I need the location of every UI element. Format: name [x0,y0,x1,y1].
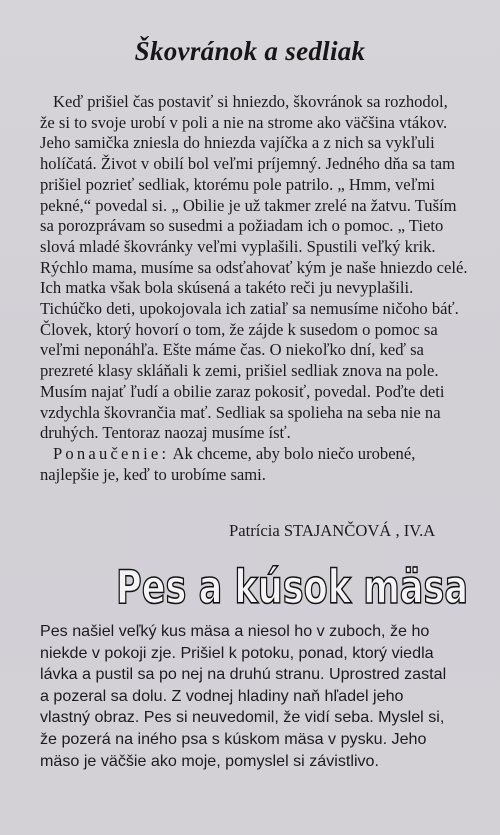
story2-line: mäso je väčšie ako moje, pomyslel si závistlivo. [40,751,379,770]
story2-line: že pozerá na iného psa s kúskom mäsa v pysku. Jeho [40,729,427,748]
story-line: Ich matka však bola skúsená a takéto reči ju nevyplašili. [40,278,414,298]
story-line: Jeho samička zniesla do hniezda vajíčka a z nich sa vykľuli [40,133,435,153]
story-line: vzdychla škovrančia mať. Sedliak sa spolieha na seba nie na [40,402,441,422]
story2-line: lávka a pustil sa po nej na druhú stranu. Uprostred zastal [40,665,447,684]
moral-text: Ak chceme, aby bolo niečo urobené, [172,443,416,463]
story-line: Musím najať ľudí a obilie zaraz pokosiť, povedal. Poďte deti [40,381,445,401]
story-line: pekné,“ povedal si. „ Obilie je už takmer zrelé na žatvu. Tuším [40,195,457,215]
outlined-title-text: Pes a kúsok mäsa [116,560,468,614]
story-line: druhých. Tentoraz naozaj musíme ísť. [40,423,291,443]
story2-line: Pes našiel veľký kus mäsa a niesol ho v zuboch, že ho [40,622,430,640]
story-line: sa porozprávam so susedmi a požiadam ich o pomoc. „ Tieto [40,216,444,236]
story-line: prezreté klasy skláňali k zemi, prišiel sedliak znova na pole. [40,361,439,381]
story2-line: niekde v pokoji zje. Prišiel k potoku, ponad, ktorý viedla [40,643,434,662]
story-line: slová mladé škovránky veľmi vyplašili. Spustili veľký krik. [40,236,436,256]
story2-body [40,621,490,772]
author-signature: Patrícia STAJANČOVÁ , IV.A [229,521,436,540]
outlined-title-svg [112,553,472,619]
story2-line: a pozeral sa dolu. Z vodnej hladiny naň hľadel jeho [40,686,404,705]
story-line: holíčatá. Život v obilí bol veľmi príjemný. Jedného dňa sa tam [40,154,456,174]
story-line: Tichúčko deti, upokojovala ich zatiaľ sa nemusíme ničoho báť. [40,299,459,319]
moral-label: Ponaučenie: [53,443,170,463]
story-line: Človek, ktorý hovorí o tom, že zájde k susedom o pomoc sa [40,319,438,339]
moral-line-2: najlepšie je, keď to urobíme sami. [40,464,266,484]
outlined-title [112,553,472,619]
story-body [40,92,490,485]
story2-line: vlastný obraz. Pes si neuvedomil, že vidí seba. Myslel si, [40,708,445,727]
story-line: Keď prišiel čas postaviť si hniezdo, škovránok sa rozhodol, [53,92,448,111]
story-line: Rýchlo mama, musíme sa odsťahovať kým je naše hniezdo celé. [40,257,468,277]
story-line: že si to svoje urobí v poli a nie na strome ako väčšina vtákov. [40,112,448,132]
story-line: veľmi neponáhľa. Ešte máme čas. O niekoľko dní, keď sa [40,340,424,360]
story-title: Škovránok a sedliak [134,36,366,66]
story-line: prišiel pozrieť sedliak, ktorému pole patrilo. „ Hmm, veľmi [40,174,435,194]
moral-line [40,444,490,465]
